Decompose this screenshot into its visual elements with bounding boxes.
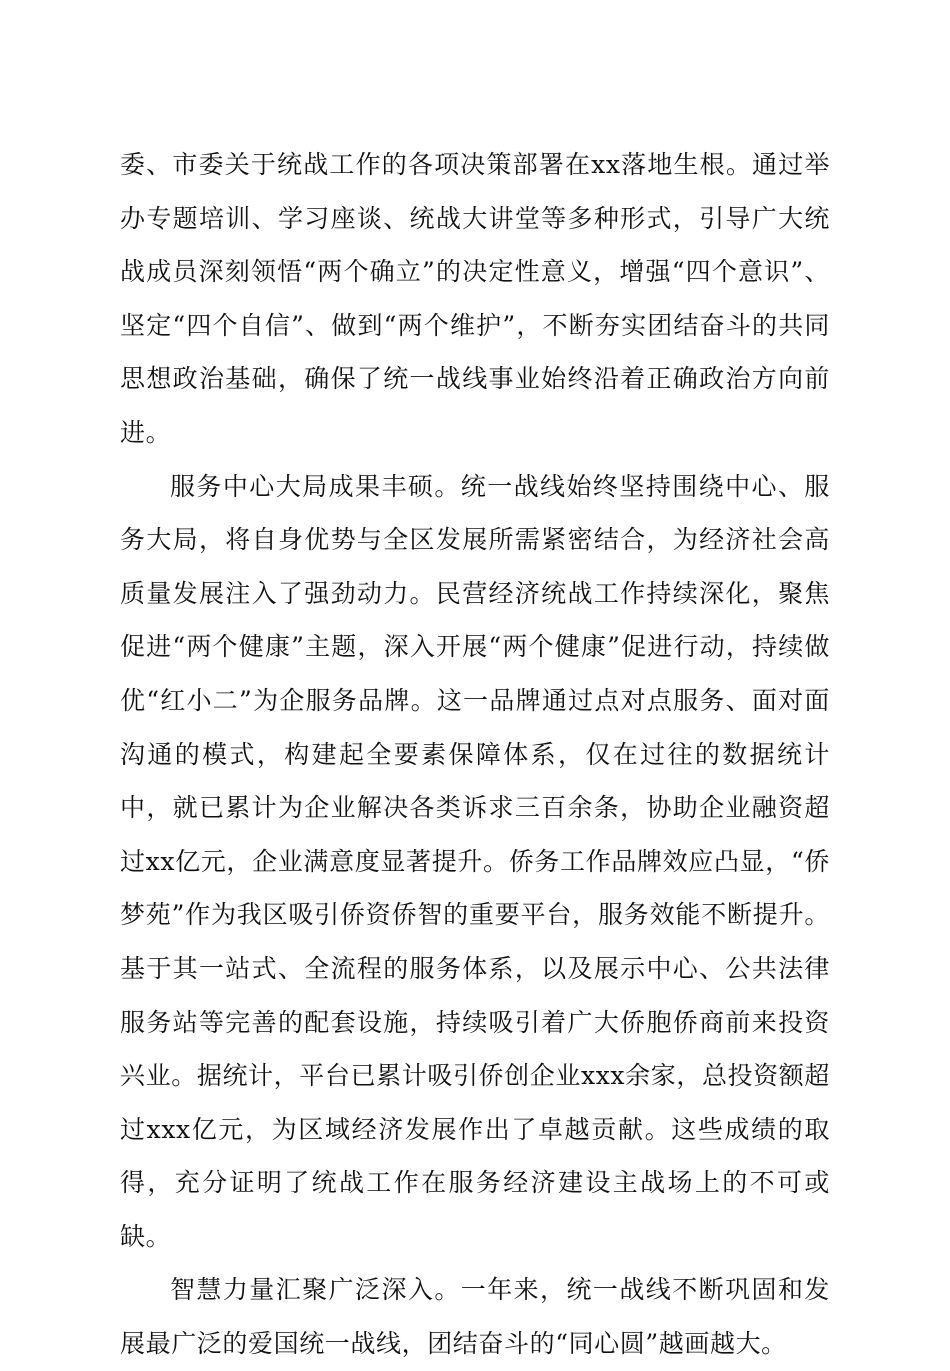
paragraph-continued: 委、市委关于统战工作的各项决策部署在xx落地生根。通过举办专题培训、学习座谈、统战大讲堂等多种形式，引导广大统战成员深刻领悟“两个确立”的决定性意义，增强“四个意识”、坚定“四个自信”、做到“两个维护”，不断夯实团结奋斗的共同思想政治基础，确保了统一战线事业始终沿着正确政治方向前进。 <box>120 150 830 447</box>
paragraph-wisdom-gathering: 智慧力量汇聚广泛深入。一年来，统一战线不断巩固和发展最广泛的爱国统一战线，团结奋斗的“同心圆”越画越大。 <box>120 1275 830 1359</box>
paragraph-serve-center: 服务中心大局成果丰硕。统一战线始终坚持围绕中心、服务大局，将自身优势与全区发展所需紧密结合，为经济社会高质量发展注入了强劲动力。民营经济统战工作持续深化，聚焦促进“两个健康”主题，深入开展“两个健康”促进行动，持续做优“红小二”为企服务品牌。这一品牌通过点对点服务、面对面沟通的模式，构建起全要素保障体系，仅在过往的数据统计中，就已累计为企业解决各类诉求三百余条，协助企业融资超过xx亿元，企业满意度显著提升。侨务工作品牌效应凸显，“侨梦苑”作为我区吸引侨资侨智的重要平台，服务效能不断提升。基于其一站式、全流程的服务体系，以及展示中心、公共法律服务站等完善的配套设施，持续吸引着广大侨胞侨商前来投资兴业。据统计，平台已累计吸引侨创企业xxx余家，总投资额超过xxx亿元，为区域经济发展作出了卓越贡献。这些成绩的取得，充分证明了统战工作在服务经济建设主战场上的不可或缺。 <box>120 471 830 1251</box>
document-body <box>120 138 830 1371</box>
